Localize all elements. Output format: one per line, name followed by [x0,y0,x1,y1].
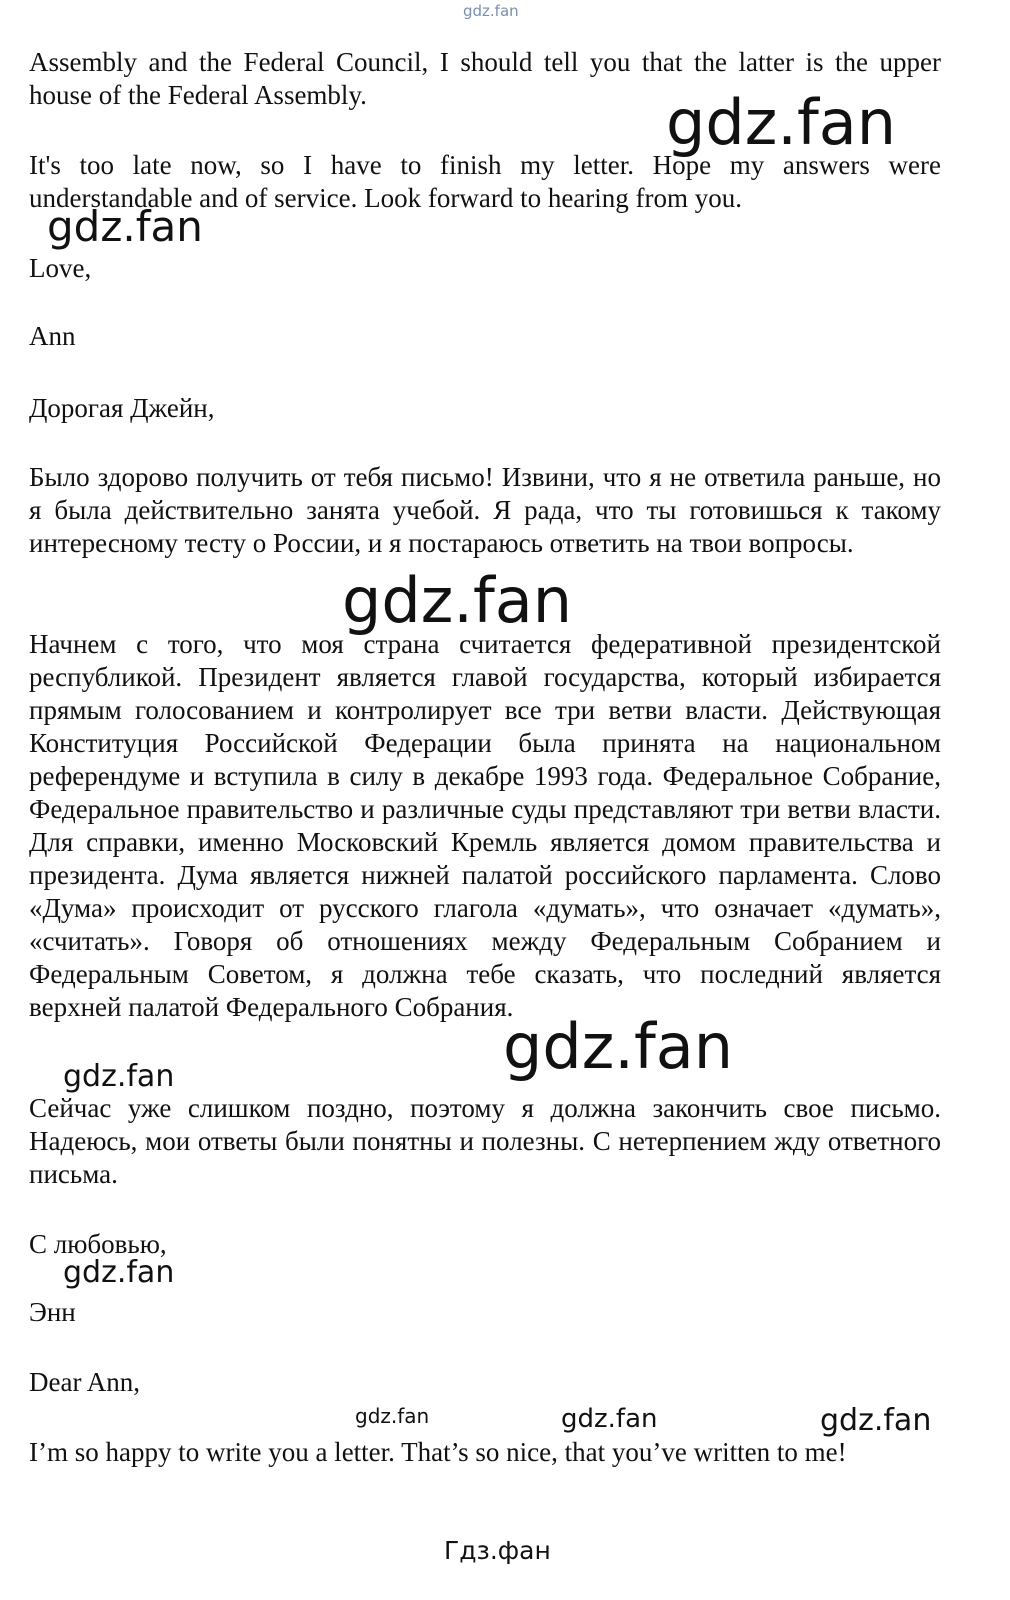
paragraph-body-ru: Начнем с того, что моя страна считается федеративной президентской республикой. Президент является главой государства, который избирается прямым голосованием и контролирует все три ветви власти. Действующая Конституция Российской Федерации была принята на национальном референдуме и вступила в силу в декабре 1993 года. Федеральное Собрание, Федеральное правительство и различные суды представляют три ветви власти. Для справки, именно Московский Кремль является домом правительства и президента. Дума является нижней палатой российского парламента. Слово «Дума» происходит от русского глагола «думать», что означает «думать», «считать». Говоря об отношениях между Федеральным Собранием и Федеральным Советом, я должна тебе сказать, что последний является верхней палатой Федерального Собрания. [29,629,941,1022]
paragraph-closing-en: It's too late now, so I have to finish my letter. Hope my answers were understandable and of service. Look forward to hearing from you. [29,150,941,213]
signature-ann: Ann [29,321,76,351]
footer-watermark: Гдз.фан [444,1536,551,1565]
watermark: gdz.fan [63,1059,175,1094]
watermark: gdz.fan [355,1404,430,1428]
signature-ru: Энн [29,1297,76,1327]
watermark: gdz.fan [47,202,203,251]
paragraph-closing-ru: Сейчас уже слишком поздно, поэтому я должна закончить свое письмо. Надеюсь, мои ответы были понятны и полезны. С нетерпением жду ответного письма. [29,1093,941,1189]
watermark: gdz.fan [666,86,897,159]
signoff-ru: С любовью, [29,1229,167,1259]
greeting-ru: Дорогая Джейн, [29,393,215,423]
header-watermark: gdz.fan [463,2,519,20]
paragraph-assembly: Assembly and the Federal Council, I should tell you that the latter is the upper house of the Federal Assembly. [29,47,941,110]
watermark: gdz.fan [561,1404,658,1434]
watermark: gdz.fan [342,564,573,637]
paragraph-intro-ru: Было здорово получить от тебя письмо! Извини, что я не ответила раньше, но я была действительно занята учебой. Я рада, что ты готовишься к такому интересному тесту о России, и я постараюсь ответить на твои вопросы. [29,462,941,558]
watermark: gdz.fan [820,1403,932,1438]
watermark: gdz.fan [503,1010,734,1083]
greeting-dear-ann: Dear Ann, [29,1367,140,1397]
signoff-love: Love, [29,253,92,283]
watermark: gdz.fan [63,1255,175,1290]
paragraph-reply: I’m so happy to write you a letter. That’s so nice, that you’ve written to me! [29,1437,847,1467]
